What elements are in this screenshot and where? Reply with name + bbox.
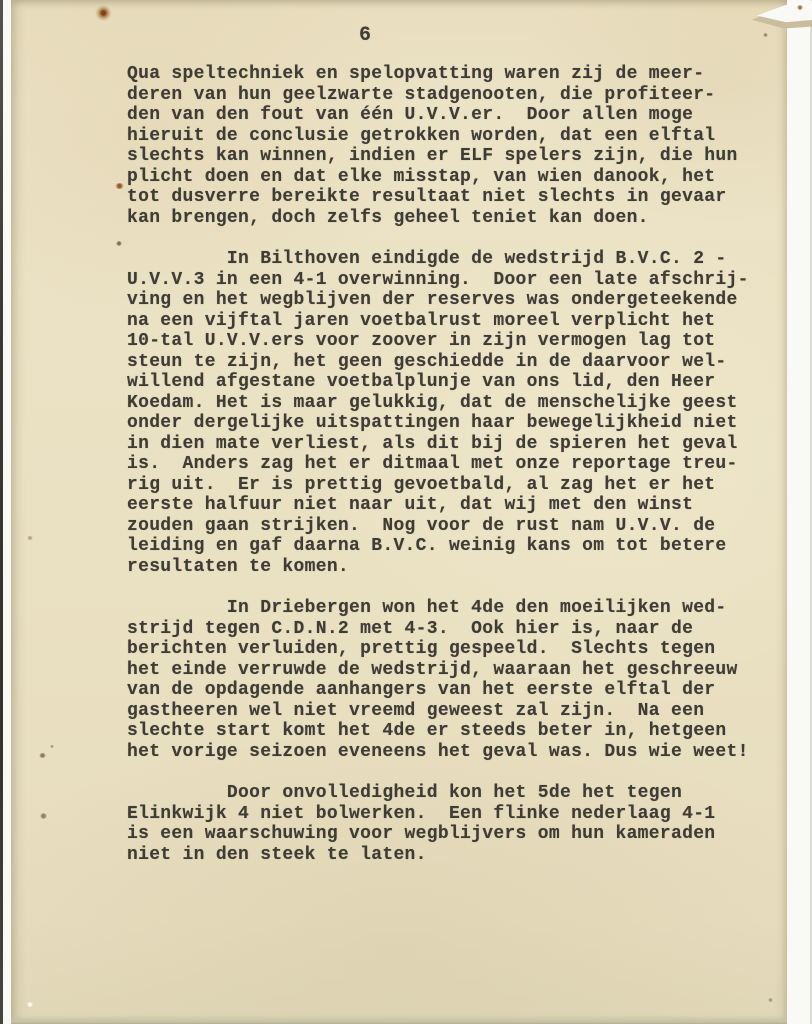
text-line: Elinkwijk 4 niet bolwerken. Een flinke nederlaag 4-1 <box>127 803 716 824</box>
text-line: in dien mate verliest, als dit bij de spieren het geval <box>127 433 738 454</box>
typewritten-text <box>127 64 775 886</box>
page-number: 6 <box>359 24 372 47</box>
text-line: zouden gaan strijken. Nog voor de rust nam U.V.V. de <box>127 515 716 536</box>
text-line: deren van hun geelzwarte stadgenooten, die profiteer- <box>127 84 716 105</box>
text-line: den van den fout van één U.V.V.er. Door allen moge <box>127 105 694 125</box>
text-line: U.V.V.3 in een 4-1 overwinning. Door een late afschrij- <box>127 269 749 290</box>
text-line: resultaten te komen. <box>127 556 350 577</box>
text-line: eerste halfuur niet naar uit, dat wij met den winst <box>127 495 694 515</box>
paragraph <box>127 249 775 577</box>
text-line: leiding en gaf daarna B.V.C. weinig kans om tot betere <box>127 536 727 556</box>
text-line: is. Anders zag het er ditmaal met onze reportage treu- <box>127 454 738 474</box>
text-line: het einde verruwde de wedstrijd, waaraan het geschreeuw <box>127 659 738 680</box>
text-line: Qua speltechniek en spelopvatting waren zij de meer- <box>127 64 705 84</box>
text-line: ving en het wegblijven der reserves was ondergeteekende <box>127 290 738 310</box>
text-line: Door onvolledigheid kon het 5de het tegen <box>127 783 683 803</box>
text-line: plicht doen en dat elke misstap, van wien danook, het <box>127 166 716 187</box>
paragraph <box>127 598 775 762</box>
text-line: slechts kan winnen, indien er ELF spelers zijn, die hun <box>127 146 738 166</box>
text-line: tot dusverre bereikte resultaat niet slechts in gevaar <box>127 187 727 207</box>
text-line: In Bilthoven eindigde de wedstrijd B.V.C. 2 - <box>127 249 727 269</box>
scanner-edge-left <box>0 0 3 1024</box>
text-line: hieruit de conclusie getrokken worden, dat een elftal <box>127 125 716 146</box>
paragraph <box>127 783 775 865</box>
text-line: na een vijftal jaren voetbalrust moreel verplicht het <box>127 310 716 331</box>
text-line: het vorige seizoen eveneens het geval was. Dus wie weet! <box>127 741 749 762</box>
text-line: willend afgestane voetbalplunje van ons lid, den Heer <box>127 372 716 392</box>
text-line: kan brengen, doch zelfs geheel teniet kan doen. <box>127 207 649 228</box>
text-line: gastheeren wel niet vreemd geweest zal zijn. Na een <box>127 700 705 721</box>
text-line: berichten verluiden, prettig gespeeld. Slechts tegen <box>127 639 716 659</box>
text-line: is een waarschuwing voor wegblijvers om hun kameraden <box>127 824 716 844</box>
text-line: strijd tegen C.D.N.2 met 4-3. Ook hier is, naar de <box>127 618 694 639</box>
text-line: In Driebergen won het 4de den moeilijken wed- <box>127 598 727 618</box>
paragraph <box>127 64 775 228</box>
text-line: onder dergelijke uitspattingen haar bewegelijkheid niet <box>127 413 738 433</box>
text-line: rig uit. Er is prettig gevoetbald, al zag het er het <box>127 474 716 495</box>
text-line: 10-tal U.V.V.ers voor zoover in zijn vermogen lag tot <box>127 331 716 351</box>
text-line: niet in den steek te laten. <box>127 844 427 865</box>
text-line: van de opdagende aanhangers van het eerste elftal der <box>127 680 716 700</box>
text-line: Koedam. Het is maar gelukkig, dat de menschelijke geest <box>127 392 738 413</box>
text-line: slechte start komt het 4de er steeds beter in, hetgeen <box>127 721 727 741</box>
paper-bottom-edge <box>11 1016 787 1024</box>
document-page <box>11 0 787 1024</box>
text-line: steun te zijn, het geen geschiedde in de daarvoor wel- <box>127 351 727 372</box>
